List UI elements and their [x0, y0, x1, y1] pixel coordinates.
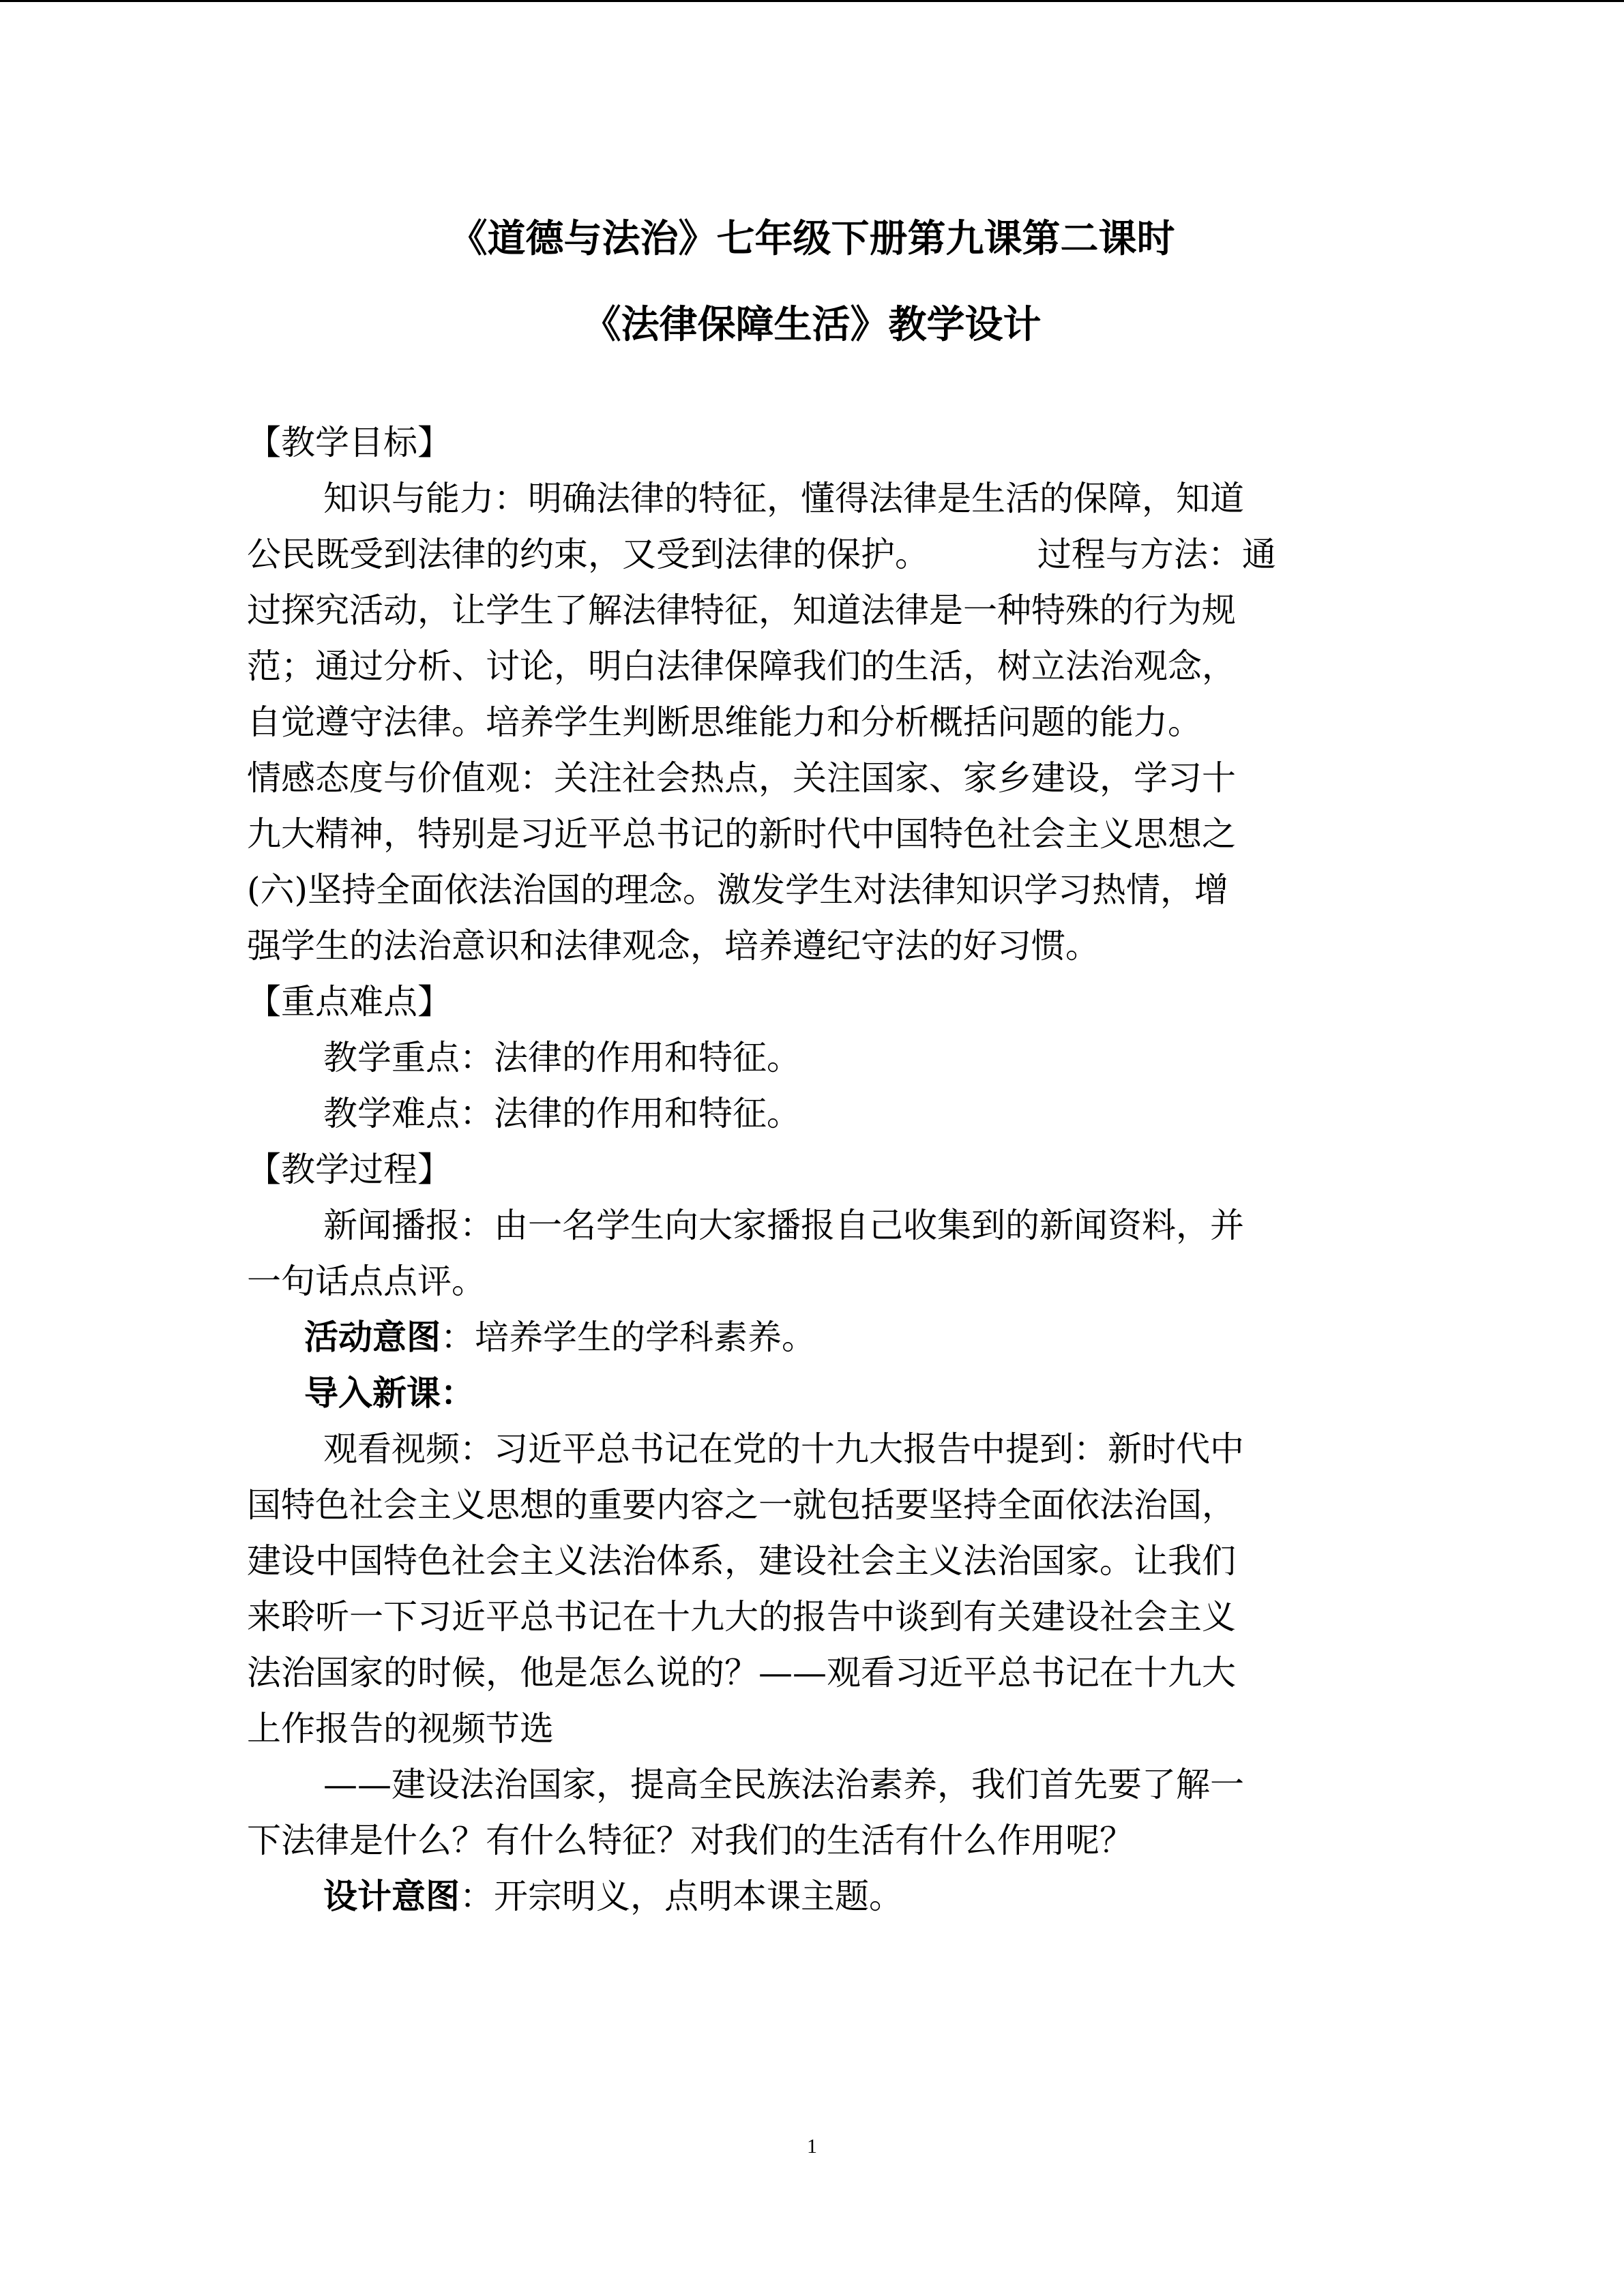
body-line: 范；通过分析、讨论，明白法律保障我们的生活，树立法治观念， [247, 646, 1236, 686]
body-line: 强学生的法治意识和法律观念，培养遵纪守法的好习惯。 [247, 926, 1099, 966]
activity-intent-label: 活动意图 [304, 1317, 441, 1357]
activity-intent-line [247, 1309, 1379, 1365]
body-line: 九大精神，特别是习近平总书记的新时代中国特色社会主义思想之 [247, 814, 1236, 854]
body-line: 过探究活动，让学生了解法律特征，知道法律是一种特殊的行为规 [247, 591, 1236, 630]
body-line: ——建设法治国家，提高全民族法治素养，我们首先要了解一 [323, 1765, 1244, 1804]
body-line: 教学难点：法律的作用和特征。 [323, 1094, 801, 1133]
design-intent-label: 设计意图 [323, 1876, 460, 1916]
design-intent-line [247, 1868, 1379, 1924]
section-heading-key-points: 【重点难点】 [247, 982, 452, 1022]
design-intent-text: ：开宗明义，点明本课主题。 [460, 1877, 903, 1916]
top-border-line [0, 0, 1624, 2]
body-line: (六)坚持全面依法治国的理念。激发学生对法律知识学习热情，增 [247, 870, 1229, 910]
document-body [247, 415, 1379, 1924]
body-line: 建设中国特色社会主义法治体系，建设社会主义法治国家。让我们 [247, 1541, 1236, 1581]
activity-intent-text: ：培养学生的学科素养。 [441, 1317, 816, 1357]
body-line: 一句话点点评。 [247, 1262, 486, 1301]
body-line: 教学重点：法律的作用和特征。 [323, 1038, 801, 1077]
page-number: 1 [807, 2135, 817, 2158]
intro-heading: 导入新课： [304, 1373, 475, 1413]
body-line: 来聆听一下习近平总书记在十九大的报告中谈到有关建设社会主义 [247, 1597, 1236, 1637]
section-heading-process: 【教学过程】 [247, 1150, 452, 1189]
body-line: 国特色社会主义思想的重要内容之一就包括要坚持全面依法治国， [247, 1485, 1236, 1525]
body-line: 知识与能力：明确法律的特征，懂得法律是生活的保障，知道 [323, 479, 1244, 518]
body-line: 情感态度与价值观：关注社会热点，关注国家、家乡建设，学习十 [247, 758, 1236, 798]
body-line: 下法律是什么？有什么特征？对我们的生活有什么作用呢？ [247, 1821, 1134, 1860]
body-line: 自觉遵守法律。培养学生判断思维能力和分析概括问题的能力。 [247, 702, 1202, 742]
body-line: 上作报告的视频节选 [247, 1709, 554, 1748]
document-title-line-1: 《道德与法治》七年级下册第九课第二课时 [449, 216, 1175, 261]
body-line: 公民既受到法律的约束，又受到法律的保护。 过程与方法：通 [247, 535, 1276, 574]
document-title-line-2: 《法律保障生活》教学设计 [582, 302, 1042, 347]
body-line: 法治国家的时候，他是怎么说的？——观看习近平总书记在十九大 [247, 1653, 1236, 1693]
body-line: 观看视频：习近平总书记在党的十九大报告中提到：新时代中 [323, 1429, 1244, 1469]
section-heading-objectives: 【教学目标】 [247, 423, 452, 462]
body-line: 新闻播报：由一名学生向大家播报自己收集到的新闻资料，并 [323, 1206, 1244, 1245]
